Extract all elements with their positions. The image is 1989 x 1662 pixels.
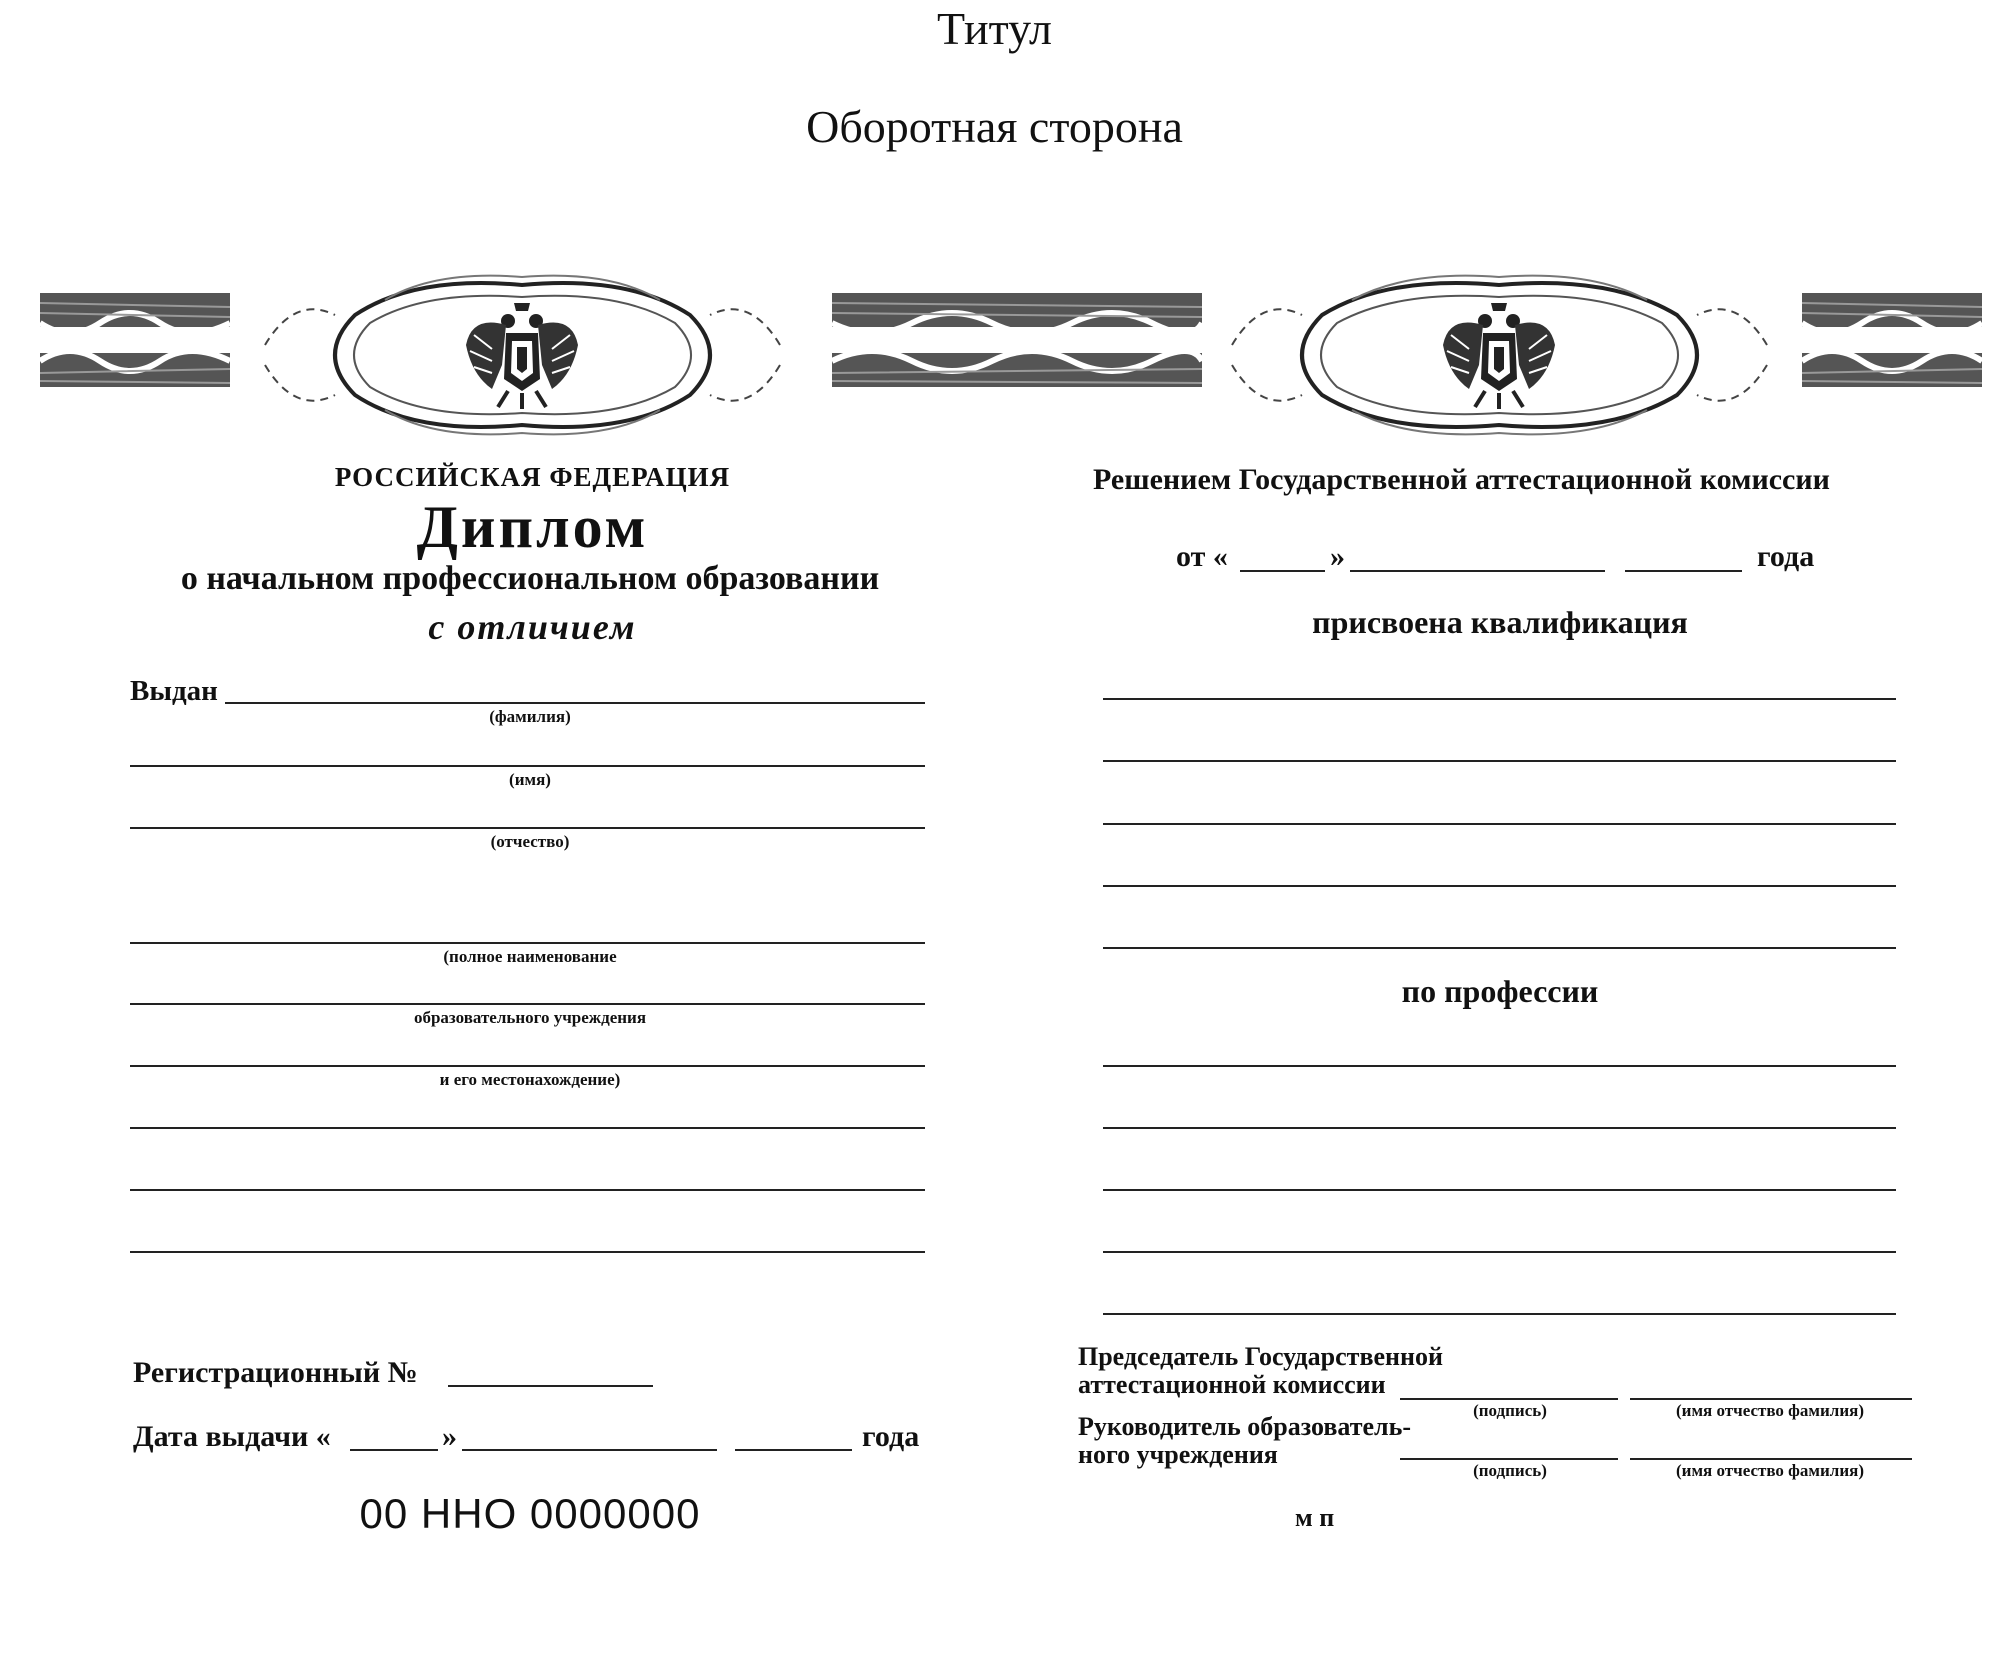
institution-caption-2: образовательного учреждения [413, 1008, 647, 1027]
chairman-signature-line[interactable] [1400, 1398, 1618, 1400]
chairman-label-line1: Председатель Государственной [1078, 1342, 1443, 1371]
diploma-title: Диплом [416, 494, 649, 560]
head-name-line[interactable] [1630, 1458, 1912, 1460]
institution-line-2[interactable] [130, 1003, 925, 1005]
extra-line-1[interactable] [130, 1127, 925, 1129]
issue-month-line[interactable] [462, 1449, 717, 1451]
diploma-subtitle: о начальном профессиональном образовании [180, 560, 880, 597]
profession-line-4[interactable] [1103, 1251, 1896, 1253]
issue-date-label: Дата выдачи « [133, 1420, 331, 1453]
from-quote-close: » [1330, 540, 1345, 573]
institution-line-3[interactable] [130, 1065, 925, 1067]
extra-line-3[interactable] [130, 1251, 925, 1253]
stamp-label: м п [1295, 1503, 1335, 1532]
country-name: РОССИЙСКАЯ ФЕДЕРАЦИЯ [334, 462, 731, 492]
qualification-label: присвоена квалификация [1312, 604, 1688, 640]
head-name-caption: (имя отчество фамилия) [1676, 1461, 1864, 1480]
issued-to-line[interactable] [225, 702, 925, 704]
double-headed-eagle-emblem-left [235, 255, 810, 455]
double-headed-eagle-emblem-right [1202, 255, 1797, 455]
profession-label: по профессии [1401, 973, 1599, 1009]
extra-line-2[interactable] [130, 1189, 925, 1191]
distinction-label: с отличием [428, 607, 637, 647]
institution-line-1[interactable] [130, 942, 925, 944]
issue-year-label: года [862, 1420, 920, 1453]
page-title: Титул [937, 3, 1052, 54]
issue-day-line[interactable] [350, 1449, 438, 1451]
issue-year-line[interactable] [735, 1449, 852, 1451]
decision-month-line[interactable] [1350, 570, 1605, 572]
guilloche-band-left [40, 293, 230, 403]
institution-caption-3: и его местонахождение) [439, 1070, 621, 1089]
issue-date-quote-close: » [442, 1420, 457, 1453]
head-signature-line[interactable] [1400, 1458, 1618, 1460]
profession-line-1[interactable] [1103, 1065, 1896, 1067]
head-label-line2: ного учреждения [1078, 1440, 1278, 1469]
qualification-line-2[interactable] [1103, 760, 1896, 762]
chairman-name-caption: (имя отчество фамилия) [1676, 1401, 1864, 1420]
page-subtitle: Оборотная сторона [806, 101, 1183, 152]
name-line[interactable] [130, 765, 925, 767]
registration-label: Регистрационный № [133, 1356, 418, 1389]
registration-line[interactable] [448, 1385, 653, 1387]
name-caption: (имя) [509, 770, 551, 789]
qualification-line-1[interactable] [1103, 698, 1896, 700]
patronymic-caption: (отчество) [490, 832, 570, 851]
decision-day-line[interactable] [1240, 570, 1325, 572]
head-label-line1: Руководитель образователь- [1078, 1412, 1412, 1441]
chairman-name-line[interactable] [1630, 1398, 1912, 1400]
head-signature-caption: (подпись) [1473, 1461, 1547, 1480]
chairman-label-line2: аттестационной комиссии [1078, 1370, 1386, 1399]
decision-year-line[interactable] [1625, 570, 1742, 572]
institution-caption-1: (полное наименование [443, 947, 617, 966]
guilloche-band-right [1802, 293, 1982, 403]
decision-text: Решением Государственной аттестационной комиссии [1093, 463, 1830, 496]
from-label: от « [1176, 540, 1228, 573]
serial-number: 00 ННО 0000000 [359, 1490, 701, 1537]
guilloche-band-middle [832, 293, 1202, 403]
chairman-signature-caption: (подпись) [1473, 1401, 1547, 1420]
qualification-line-5[interactable] [1103, 947, 1896, 949]
qualification-line-4[interactable] [1103, 885, 1896, 887]
profession-line-3[interactable] [1103, 1189, 1896, 1191]
surname-caption: (фамилия) [489, 707, 571, 726]
profession-line-5[interactable] [1103, 1313, 1896, 1315]
decision-year-label: года [1757, 540, 1815, 573]
profession-line-2[interactable] [1103, 1127, 1896, 1129]
issued-label: Выдан [130, 675, 218, 707]
qualification-line-3[interactable] [1103, 823, 1896, 825]
patronymic-line[interactable] [130, 827, 925, 829]
